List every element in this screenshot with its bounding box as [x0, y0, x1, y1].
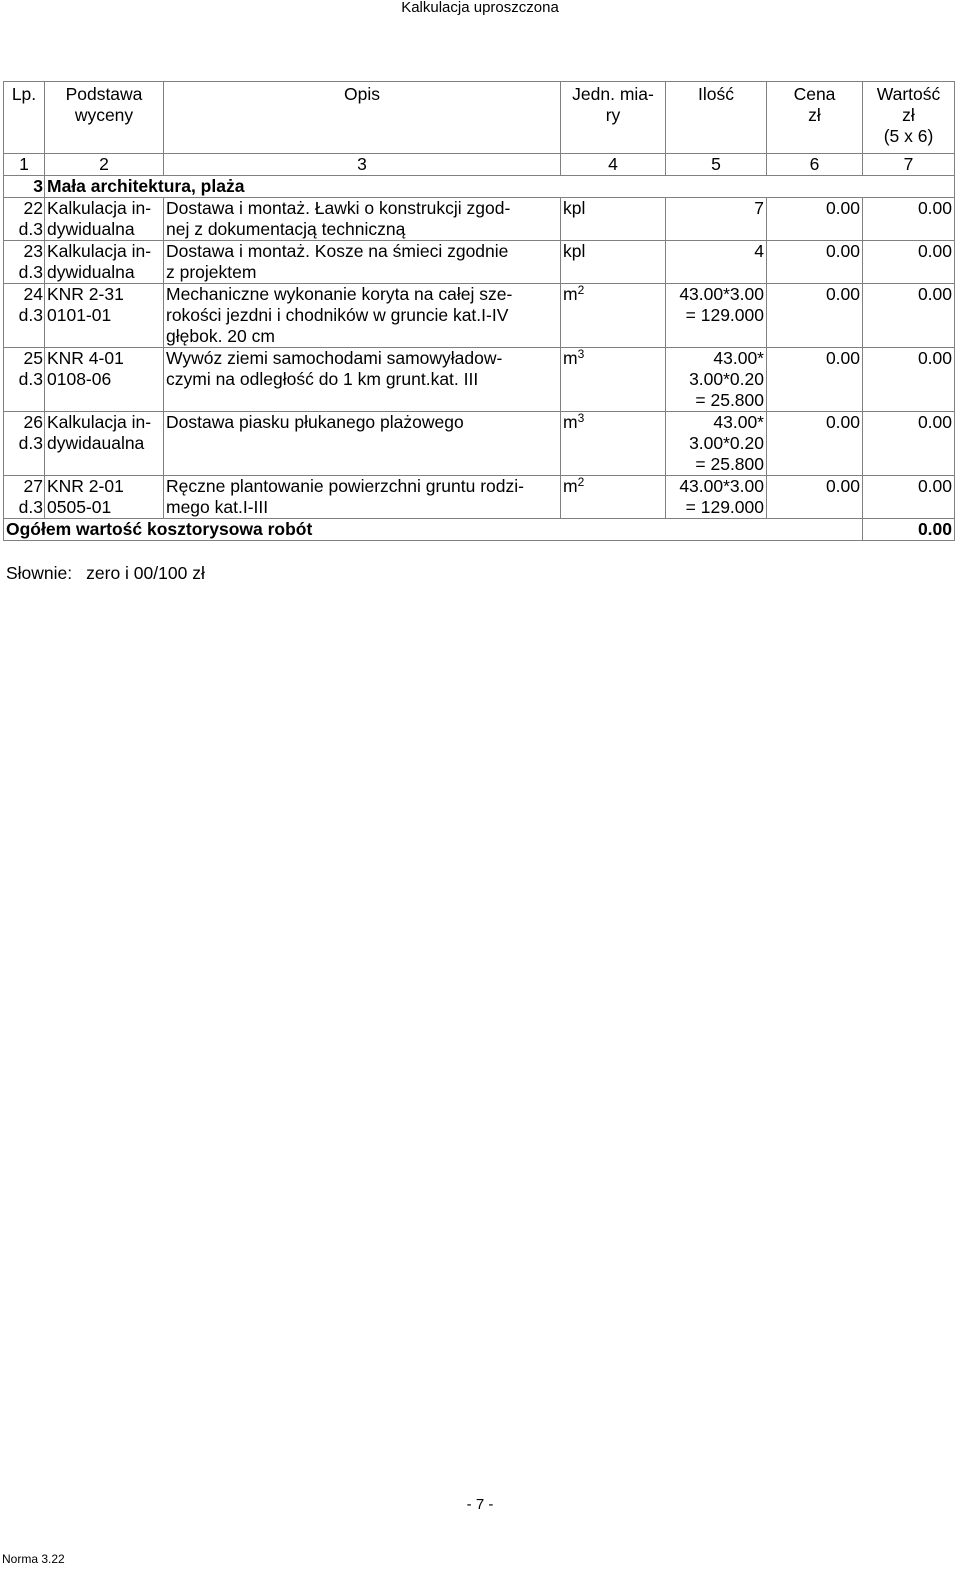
row-value: 0.00: [917, 284, 952, 304]
row-unit: m: [563, 412, 578, 432]
row-unit: m: [563, 476, 578, 496]
row-opis-line: Ręczne plantowanie powierzchni gruntu rodzi-: [166, 476, 524, 496]
row-opis-line: rokości jezdni i chodników w gruncie kat.I-IV: [166, 305, 509, 325]
row-podstawa-line: KNR 2-01: [47, 476, 124, 496]
amount-in-words: [6, 563, 205, 584]
row-opis-line: Dostawa i montaż. Kosze na śmieci zgodnie: [166, 241, 509, 261]
table-body: [4, 198, 955, 519]
row-number: 22: [23, 198, 43, 218]
row-unit-exponent: 3: [577, 347, 585, 361]
cost-table: [3, 81, 955, 541]
header-row: [4, 82, 955, 154]
table-row: [4, 241, 955, 284]
footer-version: Norma 3.22: [2, 1552, 65, 1566]
page-title: Kalkulacja uproszczona: [401, 0, 559, 16]
column-number-row: [4, 154, 955, 176]
col-wartosc-header: Wartość zł (5 x 6): [863, 82, 955, 154]
row-ilosc-line: 43.00*3.00: [679, 476, 764, 496]
row-opis-line: Dostawa piasku płukanego plażowego: [166, 412, 464, 432]
row-opis-line: Wywóz ziemi samochodami samowyładow-: [166, 348, 503, 368]
col-cena-header: Cena zł: [767, 82, 863, 154]
row-unit-exponent: 2: [577, 283, 585, 297]
row-ilosc-line: 43.00*: [713, 348, 764, 368]
row-ilosc-line: 4: [754, 241, 764, 261]
row-lp: [4, 412, 45, 476]
row-ilosc: [666, 412, 767, 476]
row-chapter: d.3: [18, 433, 43, 453]
row-price: 0.00: [825, 198, 860, 218]
row-price: 0.00: [825, 348, 860, 368]
row-unit-exponent: 2: [577, 475, 585, 489]
row-podstawa: [45, 198, 164, 241]
col-number: 5: [666, 154, 767, 176]
total-row: [4, 519, 955, 541]
row-number: 23: [23, 241, 43, 261]
row-ilosc-line: 3.00*0.20: [689, 369, 764, 389]
row-price: 0.00: [825, 241, 860, 261]
col-number: 6: [767, 154, 863, 176]
row-chapter: d.3: [18, 305, 43, 325]
row-opis: [164, 348, 561, 412]
row-lp: [4, 241, 45, 284]
row-value: 0.00: [917, 476, 952, 496]
row-jedn: [561, 348, 666, 412]
row-price: 0.00: [825, 412, 860, 432]
table-row: [4, 412, 955, 476]
total-label: Ogółem wartość kosztorysowa robót: [4, 519, 863, 541]
row-opis-line: Dostawa i montaż. Ławki o konstrukcji zgod-: [166, 198, 511, 218]
row-podstawa-line: dywidualna: [47, 219, 135, 239]
row-value: 0.00: [917, 348, 952, 368]
col-number: 7: [863, 154, 955, 176]
row-lp: [4, 198, 45, 241]
row-ilosc: [666, 198, 767, 241]
amount-in-words-value: zero i 00/100 zł: [86, 563, 205, 583]
row-ilosc: [666, 284, 767, 348]
page-number: - 7 -: [466, 1496, 494, 1513]
row-jedn: [561, 198, 666, 241]
row-ilosc-line: = 129.000: [685, 305, 764, 325]
row-chapter: d.3: [18, 219, 43, 239]
table-row: [4, 198, 955, 241]
row-podstawa-line: Kalkulacja in-: [47, 241, 152, 261]
row-price: 0.00: [825, 284, 860, 304]
row-unit: kpl: [563, 241, 586, 261]
row-podstawa-line: dywidaualna: [47, 433, 145, 453]
row-cena: [767, 476, 863, 519]
row-unit: kpl: [563, 198, 586, 218]
row-jedn: [561, 412, 666, 476]
section-lp: 3: [4, 176, 45, 198]
row-opis-line: czymi na odległość do 1 km grunt.kat. III: [166, 369, 479, 389]
col-number: 3: [164, 154, 561, 176]
row-cena: [767, 241, 863, 284]
row-podstawa-line: dywidualna: [47, 262, 135, 282]
row-wartosc: [863, 412, 955, 476]
row-wartosc: [863, 198, 955, 241]
row-podstawa: [45, 241, 164, 284]
table-row: [4, 348, 955, 412]
col-number: 4: [561, 154, 666, 176]
row-opis-line: Mechaniczne wykonanie koryta na całej sze-: [166, 284, 513, 304]
row-podstawa: [45, 348, 164, 412]
row-jedn: [561, 284, 666, 348]
total-value: 0.00: [863, 519, 955, 541]
row-podstawa-line: Kalkulacja in-: [47, 198, 152, 218]
row-wartosc: [863, 348, 955, 412]
row-price: 0.00: [825, 476, 860, 496]
row-ilosc-line: 43.00*3.00: [679, 284, 764, 304]
row-chapter: d.3: [18, 369, 43, 389]
section-row: [4, 176, 955, 198]
table-row: [4, 284, 955, 348]
row-ilosc-line: 3.00*0.20: [689, 433, 764, 453]
row-jedn: [561, 241, 666, 284]
col-number: 2: [45, 154, 164, 176]
row-ilosc-line: 7: [754, 198, 764, 218]
row-podstawa-line: 0101-01: [47, 305, 112, 325]
row-lp: [4, 348, 45, 412]
row-cena: [767, 412, 863, 476]
row-number: 25: [23, 348, 43, 368]
row-cena: [767, 198, 863, 241]
row-wartosc: [863, 476, 955, 519]
row-cena: [767, 348, 863, 412]
row-number: 27: [23, 476, 43, 496]
row-opis-line: mego kat.I-III: [166, 497, 269, 517]
row-unit: m: [563, 348, 578, 368]
row-podstawa-line: Kalkulacja in-: [47, 412, 152, 432]
row-cena: [767, 284, 863, 348]
row-ilosc-line: = 25.800: [695, 390, 764, 410]
row-podstawa-line: KNR 4-01: [47, 348, 124, 368]
row-wartosc: [863, 284, 955, 348]
table-row: [4, 476, 955, 519]
row-ilosc: [666, 348, 767, 412]
row-podstawa: [45, 412, 164, 476]
row-value: 0.00: [917, 198, 952, 218]
row-podstawa-line: 0505-01: [47, 497, 112, 517]
row-wartosc: [863, 241, 955, 284]
row-opis-line: z projektem: [166, 262, 257, 282]
row-lp: [4, 476, 45, 519]
row-ilosc: [666, 241, 767, 284]
row-chapter: d.3: [18, 262, 43, 282]
amount-in-words-label: Słownie:: [6, 563, 73, 583]
col-opis-header: Opis: [164, 82, 561, 154]
col-podstawa-header: Podstawa wyceny: [45, 82, 164, 154]
row-value: 0.00: [917, 241, 952, 261]
row-podstawa-line: 0108-06: [47, 369, 112, 389]
col-number: 1: [4, 154, 45, 176]
row-ilosc: [666, 476, 767, 519]
col-lp-header: Lp.: [4, 82, 45, 154]
row-ilosc-line: = 129.000: [685, 497, 764, 517]
row-opis-line: głębok. 20 cm: [166, 326, 275, 346]
row-opis: [164, 476, 561, 519]
row-ilosc-line: = 25.800: [695, 454, 764, 474]
col-ilosc-header: Ilość: [666, 82, 767, 154]
row-opis: [164, 284, 561, 348]
col-jedn-header: Jedn. mia- ry: [561, 82, 666, 154]
row-podstawa: [45, 284, 164, 348]
row-opis: [164, 241, 561, 284]
row-number: 24: [23, 284, 43, 304]
row-podstawa-line: KNR 2-31: [47, 284, 124, 304]
row-value: 0.00: [917, 412, 952, 432]
row-unit-exponent: 3: [577, 411, 585, 425]
row-unit: m: [563, 284, 578, 304]
row-podstawa: [45, 476, 164, 519]
row-opis: [164, 198, 561, 241]
row-opis-line: nej z dokumentacją techniczną: [166, 219, 406, 239]
row-lp: [4, 284, 45, 348]
row-chapter: d.3: [18, 497, 43, 517]
row-opis: [164, 412, 561, 476]
section-title: Mała architektura, plaża: [45, 176, 955, 198]
row-jedn: [561, 476, 666, 519]
row-number: 26: [23, 412, 43, 432]
row-ilosc-line: 43.00*: [713, 412, 764, 432]
